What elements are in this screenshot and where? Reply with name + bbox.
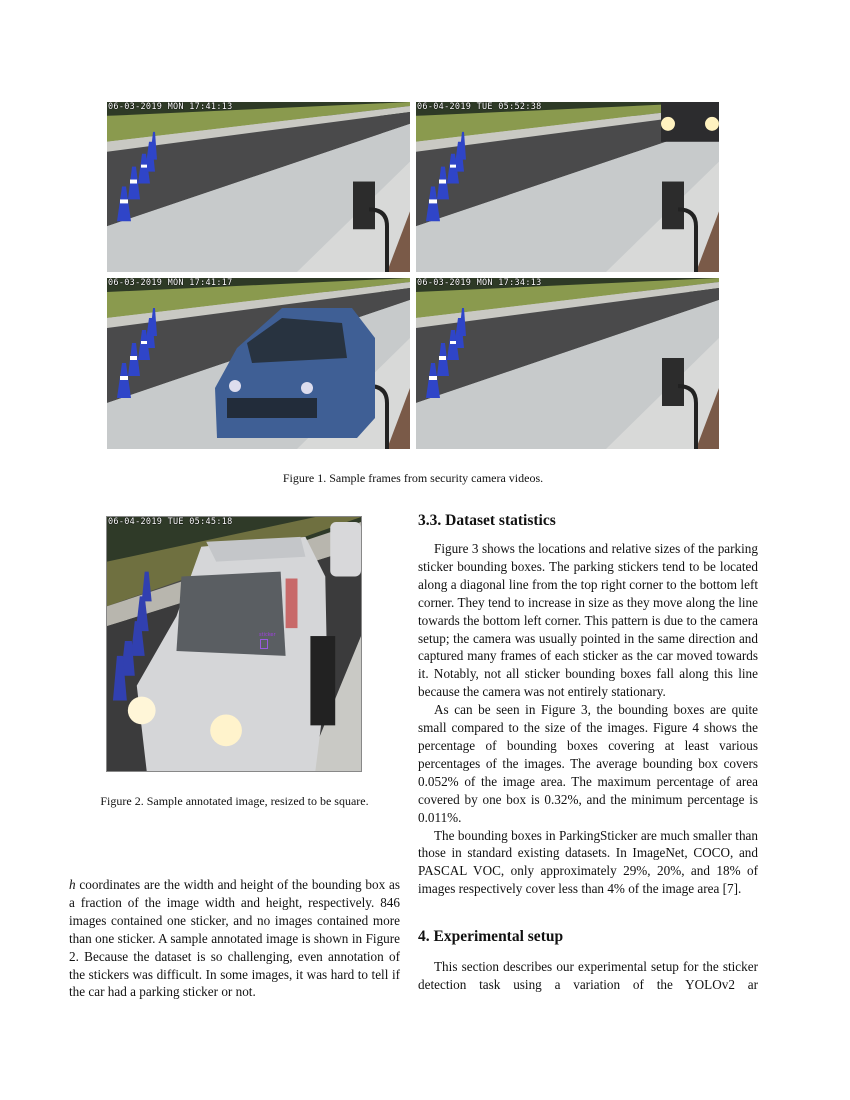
figure1-frame-3 xyxy=(107,278,410,449)
paragraph: This section describes our experimental setup for the sticker detection task using a variation of the YOLOv2 ar xyxy=(418,959,758,992)
section-heading-4: 4. Experimental setup xyxy=(418,928,564,945)
timestamp: 06-03-2019 MON 17:41:13 xyxy=(108,102,233,112)
timestamp: 06-04-2019 TUE 05:52:38 xyxy=(417,102,542,112)
bounding-box-label: sticker xyxy=(259,632,276,638)
timestamp: 06-04-2019 TUE 05:45:18 xyxy=(108,517,233,527)
paragraph: The bounding boxes in ParkingSticker are much smaller than those in standard existing datasets. In ImageNet, COCO, and PASCAL VOC, only approximately 29%, 20%, and 18% of images respectively cover less than 4% of the image area [7]. xyxy=(418,827,758,897)
paragraph-text: coordinates are the width and height of the bounding box as a fraction of the image width and height, respectively. 846 images contained one sticker, and no images contained more than one sticker. A sample annotated image is shown in Figure 2. Because the dataset is so challenging, even annotation of the stickers was difficult. In some images, it was hard to tell if the car had a parking sticker or not. xyxy=(69,877,400,1000)
sticker-bounding-box xyxy=(260,639,268,649)
figure2-image xyxy=(106,516,362,772)
italic-variable: h xyxy=(69,877,76,892)
figure1-frame-1 xyxy=(107,102,410,272)
paragraph: Figure 3 shows the locations and relative sizes of the parking sticker bounding boxes. The parking stickers tend to be located along a diagonal line from the top right corner to the bottom left corner. They tend to increase in size as they move along the line towards the bottom left corner. This pattern is due to the camera setup; the camera was usually pointed in the same direction and captured many frames of each sticker as the car moved towards it. Notably, not all sticker bounding boxes fall along this line because the camera was not entirely stationary. xyxy=(418,541,758,700)
right-column-text-2 xyxy=(418,958,758,994)
paragraph xyxy=(69,876,400,1001)
timestamp: 06-03-2019 MON 17:41:17 xyxy=(108,278,233,288)
timestamp: 06-03-2019 MON 17:34:13 xyxy=(417,278,542,288)
figure1-frame-2 xyxy=(416,102,719,272)
section-heading-3-3: 3.3. Dataset statistics xyxy=(418,512,556,529)
right-column-text xyxy=(418,540,758,898)
figure2-caption: Figure 2. Sample annotated image, resized to be square. xyxy=(100,794,369,808)
figure1-caption: Figure 1. Sample frames from security camera videos. xyxy=(282,471,544,485)
left-column-text xyxy=(69,876,400,1001)
figure1-frame-4 xyxy=(416,278,719,449)
paragraph: As can be seen in Figure 3, the bounding boxes are quite small compared to the size of the images. Figure 4 shows the percentage of bounding boxes covering at least various percentages of the images. The average bounding box covers 0.052% of the image area. The maximum percentage of area covered by one box is 0.32%, and the minimum percentage is 0.011%. xyxy=(418,702,758,825)
